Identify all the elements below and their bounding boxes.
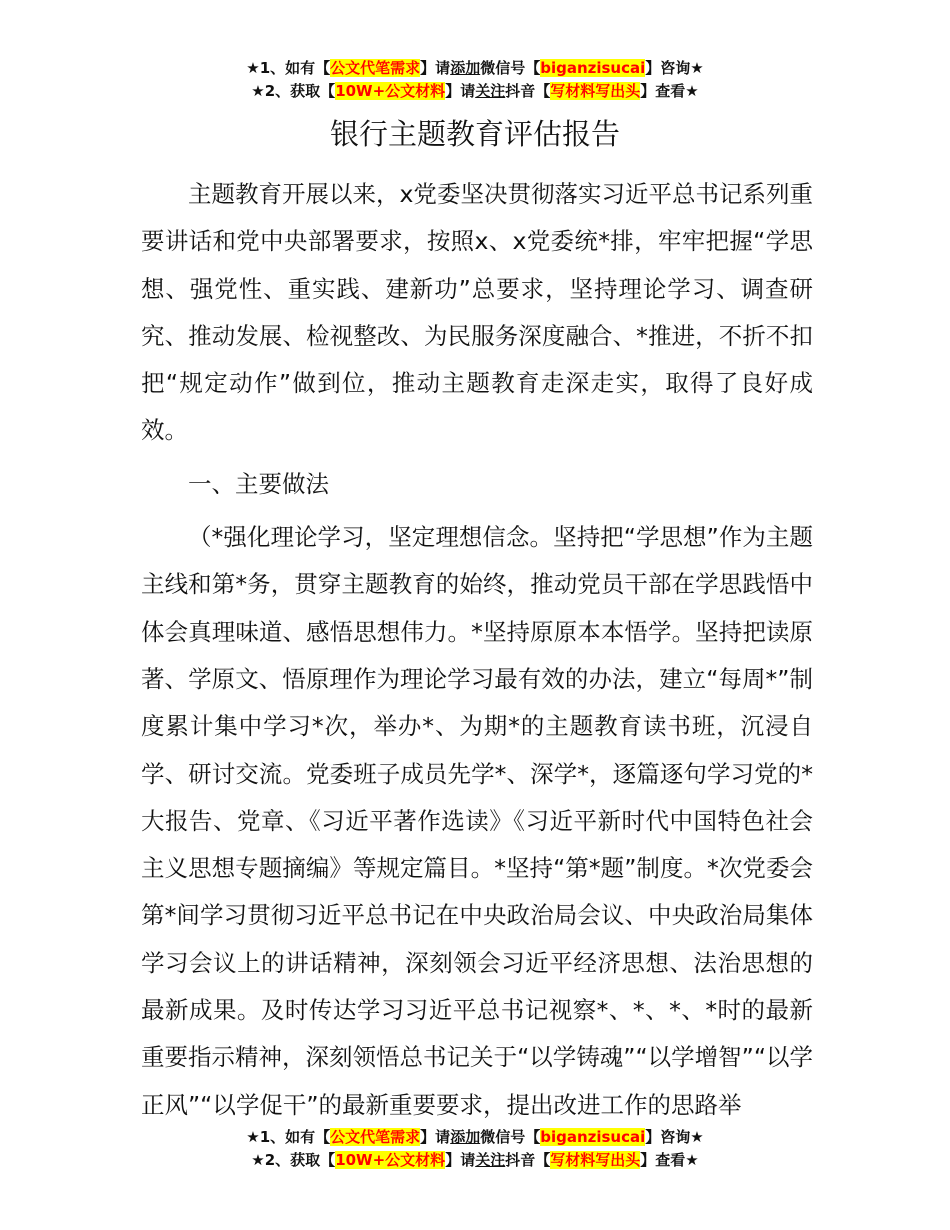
banner-text: 】咨询★ <box>645 1128 704 1146</box>
banner-text: ★1、如有【 <box>246 59 331 77</box>
highlight-wechat-id: biganzisucai <box>540 59 646 77</box>
highlight-douyin-account: 写材料写出头 <box>550 82 641 100</box>
highlight-douyin-account: 写材料写出头 <box>550 1151 641 1169</box>
banner-underline-text: 添加 <box>450 59 481 77</box>
document-title: 银行主题教育评估报告 <box>329 117 620 151</box>
footer-banner <box>0 1126 950 1172</box>
banner-text: 】请 <box>445 1151 476 1169</box>
banner-text: 抖音【 <box>505 1151 551 1169</box>
intro-paragraph: 主题教育开展以来，x党委坚决贯彻落实习近平总书记系列重要讲话和党中央部署要求，按照x、x党委统*排，牢牢把握“学思想、强党性、重实践、建新功”总要求，坚持理论学习、调查研究、推动发展、检视整改、为民服务深度融合、*推进，不折不扣把“规定动作”做到位，推动主题教育走深走实，取得了良好成效。 <box>141 180 813 445</box>
banner-line-1 <box>0 57 950 80</box>
banner-underline-text: 关注 <box>475 82 506 100</box>
banner-underline-text: 关注 <box>475 1151 506 1169</box>
banner-text: 】咨询★ <box>645 59 704 77</box>
banner-text: 微信号【 <box>480 59 541 77</box>
body-paragraph: （*强化理论学习，坚定理想信念。坚持把“学思想”作为主题主线和第*务，贯穿主题教育的始终，推动党员干部在学思践悟中体会真理味道、感悟思想伟力。*坚持原原本本悟学。坚持把读原著、学原文、悟原理作为理论学习最有效的办法，建立“每周*”制度累计集中学习*次，举办*、为期*的主题教育读书班，沉浸自学、研讨交流。党委班子成员先学*、深学*，逐篇逐句学习党的*大报告、党章、《习近平著作选读》《习近平新时代中国特色社会主义思想专题摘编》等规定篇目。*坚持“第*题”制度。*次党委会第*间学习贯彻习近平总书记在中央政治局会议、中央政治局集体学习会议上的讲话精神，深刻领会习近平经济思想、法治思想的最新成果。及时传达学习习近平总书记视察*、*、*、*时的最新重要指示精神，深刻领悟总书记关于“以学铸魂”“以学增智”“以学正风”“以学促干”的最新重要要求，提出改进工作的思路举 <box>141 523 813 1119</box>
header-banner <box>0 57 950 103</box>
banner-text: ★1、如有【 <box>246 1128 331 1146</box>
banner-text: ★2、获取【 <box>251 82 336 100</box>
banner-underline-text: 添加 <box>450 1128 481 1146</box>
highlight-materials: 10W+公文材料 <box>335 82 446 100</box>
banner-text: 】查看★ <box>640 82 699 100</box>
banner-line-1 <box>0 1126 950 1149</box>
banner-text: 抖音【 <box>505 82 551 100</box>
highlight-wechat-id: biganzisucai <box>540 1128 646 1146</box>
highlight-materials: 10W+公文材料 <box>335 1151 446 1169</box>
document-body <box>141 171 813 1129</box>
banner-text: 微信号【 <box>480 1128 541 1146</box>
banner-text: 】请 <box>420 59 451 77</box>
banner-line-2 <box>0 1149 950 1172</box>
section-heading: 一、主要做法 <box>188 469 329 498</box>
banner-text: ★2、获取【 <box>251 1151 336 1169</box>
banner-line-2 <box>0 80 950 103</box>
banner-text: 】查看★ <box>640 1151 699 1169</box>
banner-text: 】请 <box>445 82 476 100</box>
highlight-service: 公文代笔需求 <box>330 59 421 77</box>
banner-text: 】请 <box>420 1128 451 1146</box>
highlight-service: 公文代笔需求 <box>330 1128 421 1146</box>
